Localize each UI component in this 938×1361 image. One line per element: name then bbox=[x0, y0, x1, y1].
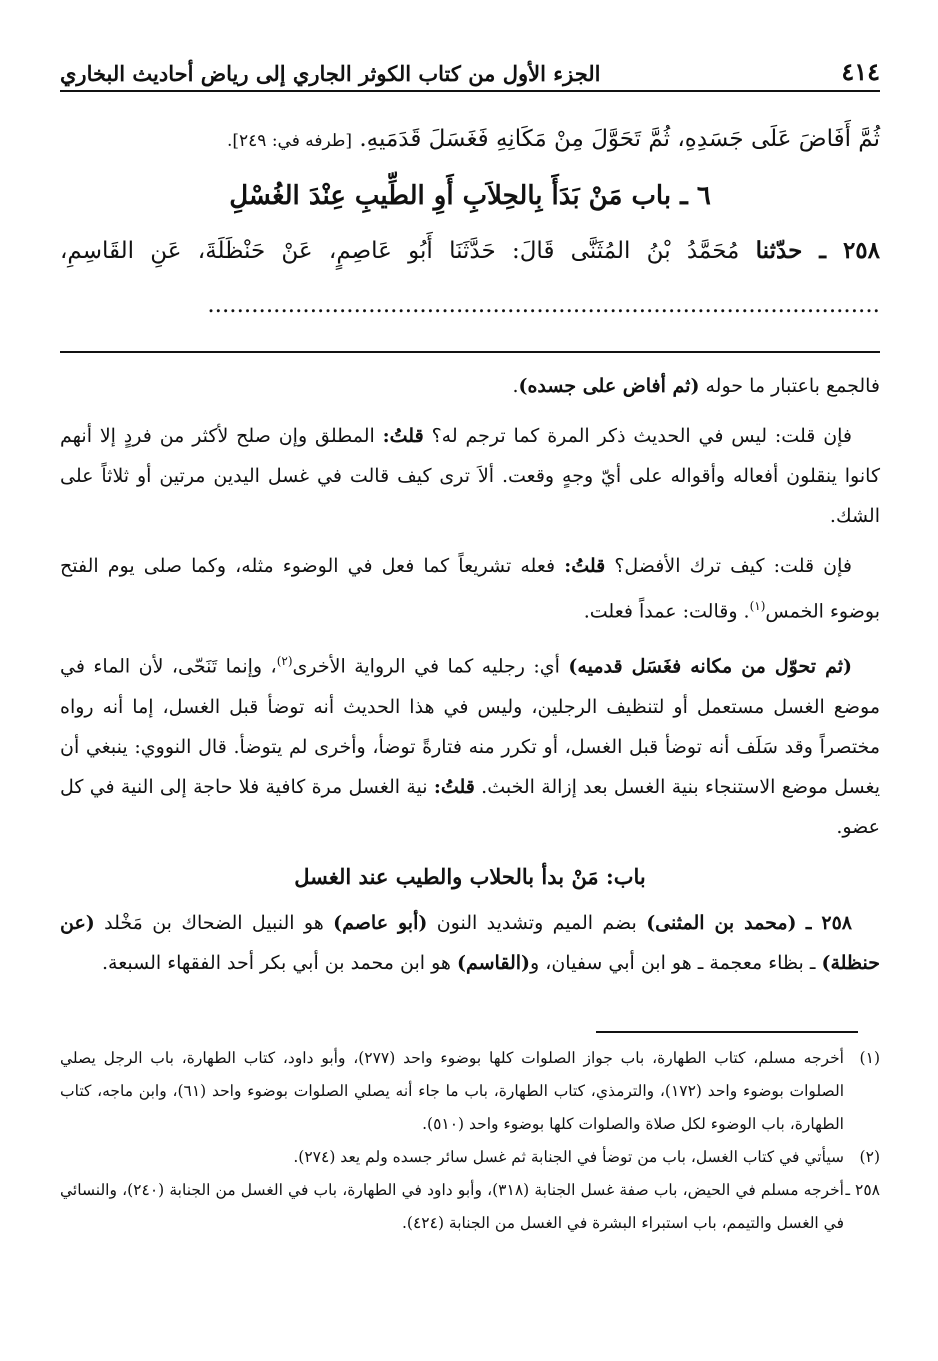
commentary-chapter-heading: باب: مَنْ بدأ بالحلاب والطيب عند الغسل bbox=[294, 863, 646, 889]
chapter-heading: ٦ ـ باب مَنْ بَدَأَ بِالحِلاَبِ أَوِ الطِّيبِ عِنْدَ الغُسْلِ bbox=[229, 181, 711, 211]
commentary-paragraph-2 bbox=[60, 416, 880, 536]
footnote-1 bbox=[60, 1042, 880, 1141]
page-header bbox=[60, 52, 880, 92]
commentary-text: بضم الميم وتشديد النون bbox=[436, 911, 637, 934]
commentary-text: هو ابن محمد بن أبي بكر أحد الفقهاء السبعة. bbox=[102, 951, 451, 974]
commentary-paragraph-1 bbox=[60, 366, 880, 406]
footnote-text: سيأتي في كتاب الغسل، باب من توضأ في الجنابة ثم غسل سائر جسده ولم يعد (٢٧٤). bbox=[293, 1148, 844, 1166]
footnotes bbox=[60, 1042, 880, 1240]
hadith-number: ٢٥٨ ـ bbox=[805, 911, 853, 934]
footnote-text: أخرجه مسلم في الحيض، باب صفة غسل الجنابة (٣١٨)، وأبو داود في الطهارة، باب في الغسل من الجنابة (٢٤٠)، والنسائي في الغسل والتيمم، باب استبراء البشرة في الغسل من الجنابة (٤٢٤). bbox=[60, 1181, 844, 1232]
footnote-number: ٢٥٨ ـ bbox=[845, 1181, 880, 1199]
commentary-text: المطلق وإن صلح لأكثر من فردٍ إلا أنهم كانوا ينقلون أفعاله وأقواله على أيّ وجهٍ وقعت. ألاَ ترى كيف قالت في غسل اليدين مرتين أو ثلاثاً على الشك. bbox=[60, 425, 880, 527]
quoted-narrator: (عن حنظلة) bbox=[60, 911, 880, 974]
quoted-narrator: (أبو عاصم) bbox=[333, 911, 428, 934]
quoted-narrator: (القاسم) bbox=[456, 951, 530, 974]
section-divider bbox=[60, 351, 880, 353]
hadith-line-1-text: ثُمَّ أَفَاضَ عَلَى جَسَدِهِ، ثُمَّ تَحَوَّلَ مِنْ مَكَانِهِ فَغَسَلَ قَدَمَيهِ. bbox=[359, 126, 880, 152]
commentary-text: هو النبيل الضحاك بن مَخْلد bbox=[104, 911, 324, 934]
footnote-258 bbox=[60, 1174, 880, 1240]
commentary-text: ، وإنما تَنَحّى، لأن الماء في موضع الغسل مستعمل أو لتنظيف الرجلين، وليس في هذا الحديث أنه توضأ قبل الغسل، إما أنه رواه مختصراً وقد سَلَف أنه توضأ قبل الغسل، أو تكرر منه فتارةً توضأ، وأخرى لم يتوضأ. قال النووي: ينبغي أن يغسل موضع الاستنجاء بنية الغسل بعد إزالة الخبث. bbox=[60, 655, 881, 798]
commentary-paragraph-3 bbox=[60, 546, 880, 631]
quoted-narrator: (محمد بن المثنى) bbox=[646, 911, 797, 934]
hadith-258 bbox=[60, 224, 880, 332]
commentary-text: . وقالت: عمداً فعلت. bbox=[583, 600, 750, 623]
footnote-separator bbox=[596, 1031, 858, 1033]
qultu-marker: قلتُ: bbox=[382, 425, 424, 447]
omission-dots: ............................................................................................ bbox=[207, 292, 880, 318]
commentary-text: . bbox=[512, 375, 519, 397]
qultu-marker: قلتُ: bbox=[433, 775, 475, 798]
quoted-matn: (ثم أفاض على جسده) bbox=[518, 375, 700, 397]
commentary-text: فإن قلت: كيف ترك الأفضل؟ bbox=[614, 555, 852, 577]
footnote-ref-2: (٢) bbox=[276, 654, 293, 669]
hadith-number-prefix: ٢٥٨ ـ حدّثنا bbox=[755, 237, 880, 264]
footnote-text: أخرجه مسلم، كتاب الطهارة، باب جواز الصلوات كلها بوضوء واحد (٢٧٧)، وأبو داود، كتاب الطهارة، باب الرجل يصلي الصلوات بوضوء واحد (١٧٢)، والترمذي، كتاب الطهارة، باب ما جاء أنه يصلي الصلوات بوضوء واحد (٦١)، وابن ماجه، كتاب الطهارة، باب الوضوء لكل صلاة والصلوات كلها بوضوء واحد (٥١٠). bbox=[60, 1049, 845, 1133]
footnote-number: (١) bbox=[859, 1049, 880, 1067]
commentary-paragraph-4 bbox=[60, 641, 880, 846]
page-number: ٤١٤ bbox=[841, 57, 880, 86]
quoted-matn: (ثم تحوّل من مكانه فغَسَل قدميه) bbox=[568, 655, 852, 678]
commentary-text: فإن قلت: ليس في الحديث ذكر المرة كما ترجم له؟ bbox=[431, 425, 853, 447]
footnote-ref-1: (١) bbox=[749, 599, 766, 613]
hadith-258-text: مُحَمَّدُ بْنُ المُثَنَّى قَالَ: حَدَّثَنَا أَبُو عَاصِمٍ، عَنْ حَنْظَلَةَ، عَنِ القَاسِمِ، bbox=[60, 238, 740, 264]
footnote-number: (٢) bbox=[859, 1148, 880, 1166]
hadith-cross-reference: [طرفه في: ٢٤٩]. bbox=[226, 131, 353, 151]
hadith-line-1 bbox=[60, 112, 880, 168]
commentary-text: أي: رجليه كما في الرواية الأخرى bbox=[292, 655, 560, 678]
commentary-block bbox=[60, 366, 880, 993]
commentary-text: فعله تشريعاً كما فعل في الوضوء مثله، وكما صلى يوم الفتح بوضوء الخمس bbox=[60, 555, 880, 623]
hadith-text-block bbox=[60, 112, 880, 332]
commentary-paragraph-5 bbox=[60, 903, 880, 983]
commentary-text: ـ بظاء معجمة ـ هو ابن أبي سفيان، و bbox=[530, 951, 816, 974]
footnote-2 bbox=[60, 1141, 880, 1174]
qultu-marker: قلتُ: bbox=[564, 555, 606, 577]
running-title: الجزء الأول من كتاب الكوثر الجاري إلى رياض أحاديث البخاري bbox=[60, 61, 601, 86]
commentary-text: نية الغسل مرة كافية فلا حاجة إلى النية في كل عضو. bbox=[60, 775, 880, 838]
commentary-text: فالجمع باعتبار ما حوله bbox=[705, 375, 880, 397]
